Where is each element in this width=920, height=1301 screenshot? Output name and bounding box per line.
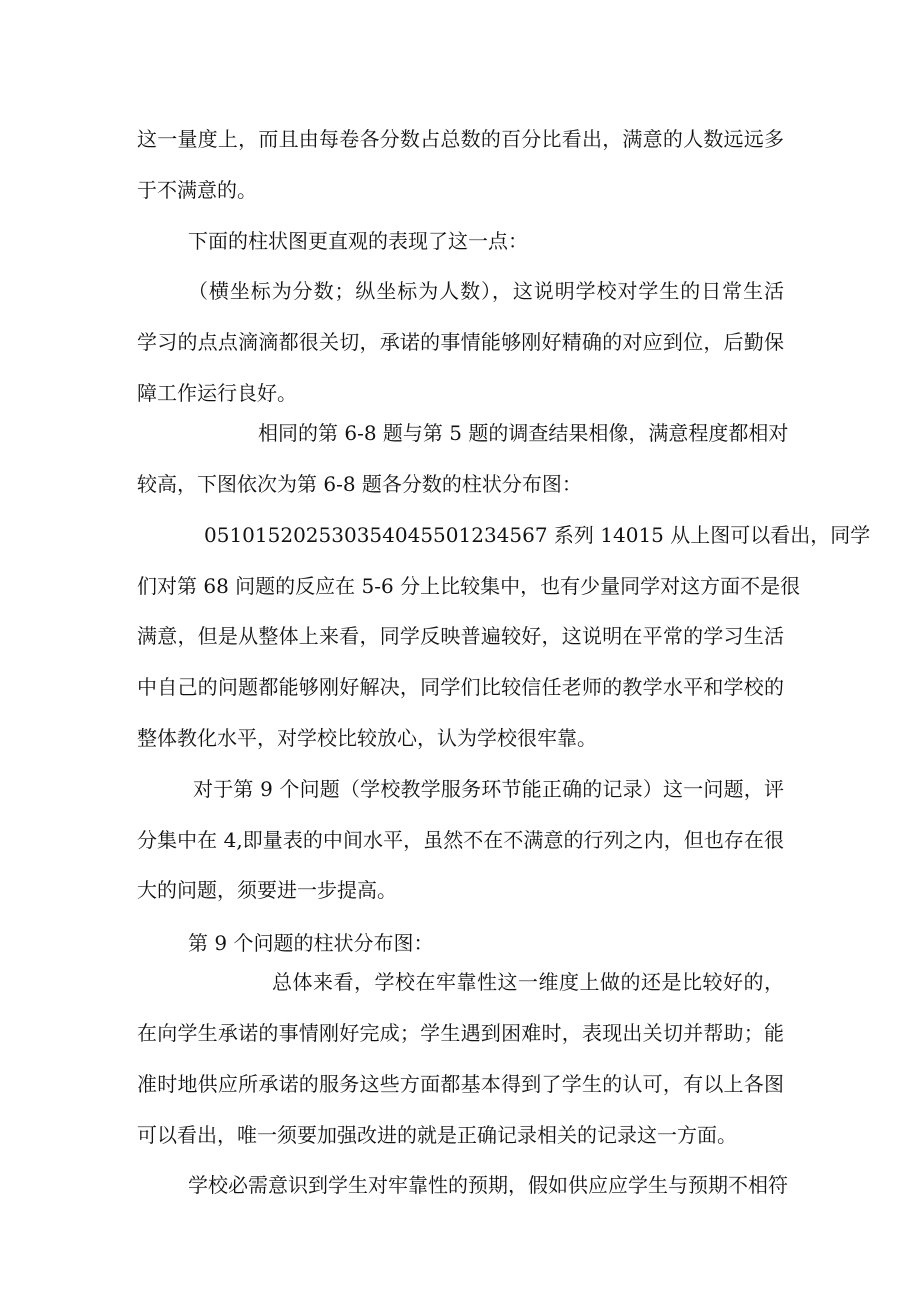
text-line: 第 9 个问题的柱状分布图：: [188, 931, 434, 955]
text-line: 下面的柱状图更直观的表现了这一点：: [188, 229, 528, 253]
text-line: 0510152025303540455012345​67 系列 14015 从上图可以看出，同学: [204, 523, 871, 547]
text-line: 分集中在 4,即量表的中间水平，虽然不在不满意的行列之内，但也存在很: [137, 828, 784, 852]
text-line: 相同的第 6-8 题与第 5 题的调查结果相像，满意程度都相对: [258, 421, 789, 445]
text-line: 整体教化水平，对学校比较放心，认为学校很牢靠。: [137, 726, 597, 750]
text-line: 们对第 68 问题的反应在 5-6 分上比较集中，也有少量同学对这方面不是很: [137, 574, 801, 598]
text-line: 学校必需意识到学生对牢靠性的预期，假如供应应学生与预期不相符: [188, 1173, 788, 1197]
text-line: 大的问题，须要进一步提高。: [137, 878, 397, 902]
text-line: 障工作运行良好。: [137, 381, 297, 405]
text-line: 中自己的问题都能够刚好解决，同学们比较信任老师的教学水平和学校的: [137, 675, 784, 699]
text-line: 对于第 9 个问题（学校教学服务环节能正确的记录）这一问题，评: [193, 777, 784, 801]
text-line: 准时地供应所承诺的服务这些方面都基本得到了学生的认可，有以上各图: [137, 1072, 784, 1096]
text-line: 学习的点点滴滴都很关切，承诺的事情能够刚好精确的对应到位，后勤保: [137, 330, 784, 354]
text-line: 总体来看，学校在牢靠性这一维度上做的还是比较好的，: [272, 970, 784, 994]
text-line: 较高，下图依次为第 6-8 题各分数的柱状分布图：: [137, 472, 582, 496]
text-line: 这一量度上，而且由每卷各分数占总数的百分比看出，满意的人数远远多: [137, 127, 784, 151]
text-line: （横坐标为分数；纵坐标为人数），这说明学校对学生的日常生活: [188, 279, 784, 303]
text-line: 满意，但是从整体上来看，同学反映普遍较好，这说明在平常的学习生活: [137, 624, 784, 648]
text-line: 在向学生承诺的事情刚好完成；学生遇到困难时，表现出关切并帮助；能: [137, 1021, 784, 1045]
text-line: 可以看出，唯一须要加强改进的就是正确记录相关的记录这一方面。: [137, 1123, 737, 1147]
text-line: 于不满意的。: [137, 178, 257, 202]
